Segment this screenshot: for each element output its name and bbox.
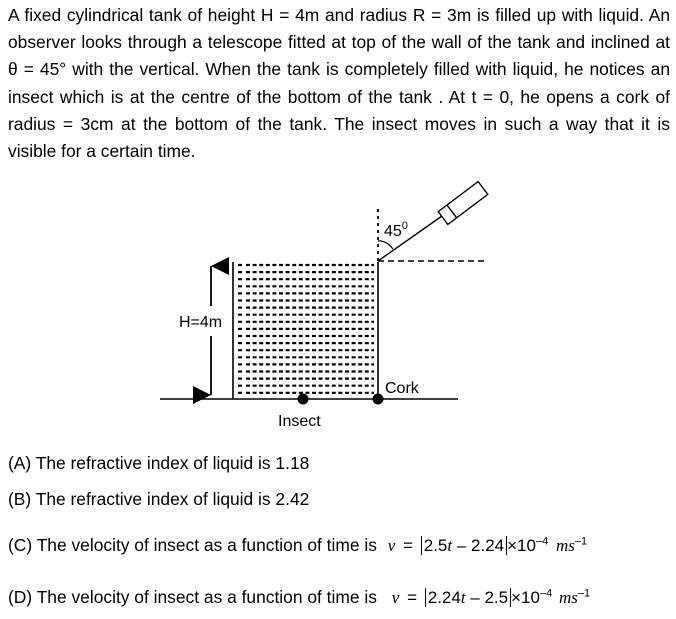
option-d-equation: $v = 2.24t - 2.5 \times 10^{-4}$ $ms^{-1}$	[391, 587, 591, 607]
insect-label: Insect	[278, 413, 321, 430]
option-d-label: (D)	[8, 587, 33, 607]
option-c-equation: $v = 2.5t - 2.24 \times 10^{-4}$ $ms^{-1}$	[387, 535, 588, 555]
option-a-label: (A)	[8, 453, 32, 473]
option-c-label: (C)	[8, 535, 33, 555]
option-a-text: The refractive index of liquid is 1.18	[35, 453, 310, 473]
option-a	[8, 453, 309, 474]
option-b-text: The refractive index of liquid is 2.42	[35, 489, 310, 509]
height-label: H=4m	[179, 314, 223, 331]
option-c-text: The velocity of insect as a function of time is	[36, 535, 377, 555]
option-b-label: (B)	[8, 489, 32, 509]
liquid-fill	[238, 265, 374, 393]
telescope-icon	[438, 182, 488, 225]
option-c	[8, 535, 587, 556]
problem-statement: A fixed cylindrical tank of height H = 4m and radius R = 3m is filled up with liquid. An observer looks through a telescope fitted at top of the wall of the tank and inclined at θ = 45° with the vertical. When the tank is completely filled with liquid, he notices an insect which is at the centre of the bottom of the tank . At t = 0, he opens a cork of radius = 3cm at the bottom of the tank. The insect moves in such a way that it is visible for a certain time.	[8, 5, 670, 162]
angle-label: $45^0$	[384, 220, 408, 240]
tank-diagram	[0, 178, 676, 438]
insect-dot	[298, 394, 309, 405]
cork-dot	[373, 394, 384, 405]
angle-arc	[378, 241, 393, 249]
option-d	[8, 587, 590, 608]
option-b	[8, 489, 309, 510]
option-d-text: The velocity of insect as a function of time is	[36, 587, 377, 607]
cork-label: Cork	[385, 380, 419, 397]
